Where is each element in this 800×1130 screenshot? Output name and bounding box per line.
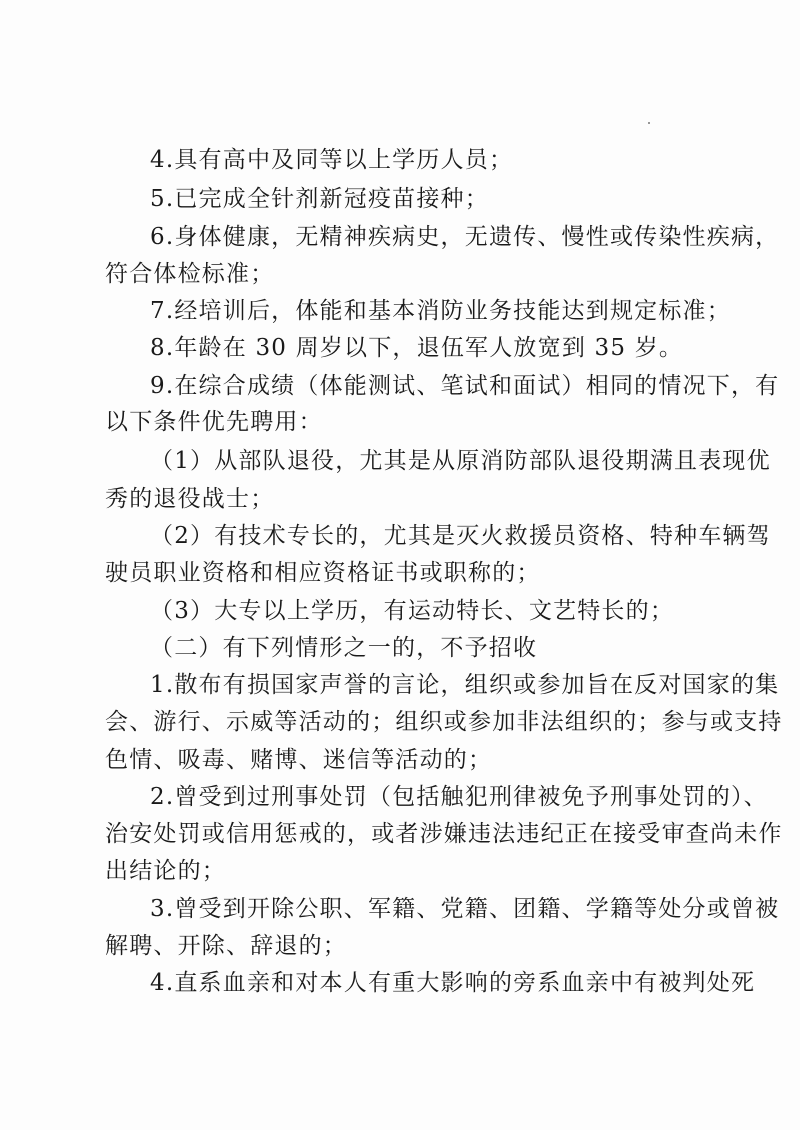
doc-line-23: 4.直系血亲和对本人有重大影响的旁系血亲中有被判处死 xyxy=(150,970,756,996)
doc-line-16: 会、游行、示威等活动的；组织或参加非法组织的；参与或支持 xyxy=(105,709,783,735)
doc-line-22: 解聘、开除、辞退的； xyxy=(105,933,347,959)
doc-line-13: （3）大专以上学历，有运动特长、文艺特长的； xyxy=(150,598,675,624)
doc-line-7: 9.在综合成绩（体能测试、笔试和面试）相同的情况下，有 xyxy=(150,373,780,399)
doc-line-6: 8.年龄在 30 周岁以下，退伍军人放宽到 35 岁。 xyxy=(150,335,684,361)
scan-speck xyxy=(648,122,650,124)
doc-line-12: 驶员职业资格和相应资格证书或职称的； xyxy=(105,560,541,586)
doc-line-10: 秀的退役战士； xyxy=(105,486,275,512)
doc-line-17: 色情、吸毒、赌博、迷信等活动的； xyxy=(105,747,493,773)
doc-line-9: （1）从部队退役，尤其是从原消防部队退役期满且表现优 xyxy=(150,448,771,474)
doc-line-11: （2）有技术专长的，尤其是灭火救援员资格、特种车辆驾 xyxy=(150,523,771,549)
doc-line-5: 7.经培训后，体能和基本消防业务技能达到规定标准； xyxy=(150,298,731,324)
doc-line-18: 2.曾受到过刑事处罚（包括触犯刑律被免予刑事处罚的）、 xyxy=(150,784,768,810)
doc-line-1: 4.具有高中及同等以上学历人员； xyxy=(150,147,514,173)
doc-line-15: 1.散布有损国家声誉的言论，组织或参加旨在反对国家的集 xyxy=(150,672,780,698)
doc-line-2: 5.已完成全针剂新冠疫苗接种； xyxy=(150,186,489,212)
doc-line-19: 治安处罚或信用惩戒的，或者涉嫌违法违纪正在接受审查尚未作 xyxy=(105,821,783,847)
doc-line-3: 6.身体健康，无精神疾病史，无遗传、慢性或传染性疾病， xyxy=(150,224,780,250)
doc-line-8: 以下条件优先聘用： xyxy=(105,409,323,435)
doc-line-4: 符合体检标准； xyxy=(105,261,275,287)
doc-line-21: 3.曾受到开除公职、军籍、党籍、团籍、学籍等处分或曾被 xyxy=(150,896,780,922)
doc-section-heading: （二）有下列情形之一的，不予招收 xyxy=(150,635,538,661)
doc-line-20: 出结论的； xyxy=(105,858,226,884)
